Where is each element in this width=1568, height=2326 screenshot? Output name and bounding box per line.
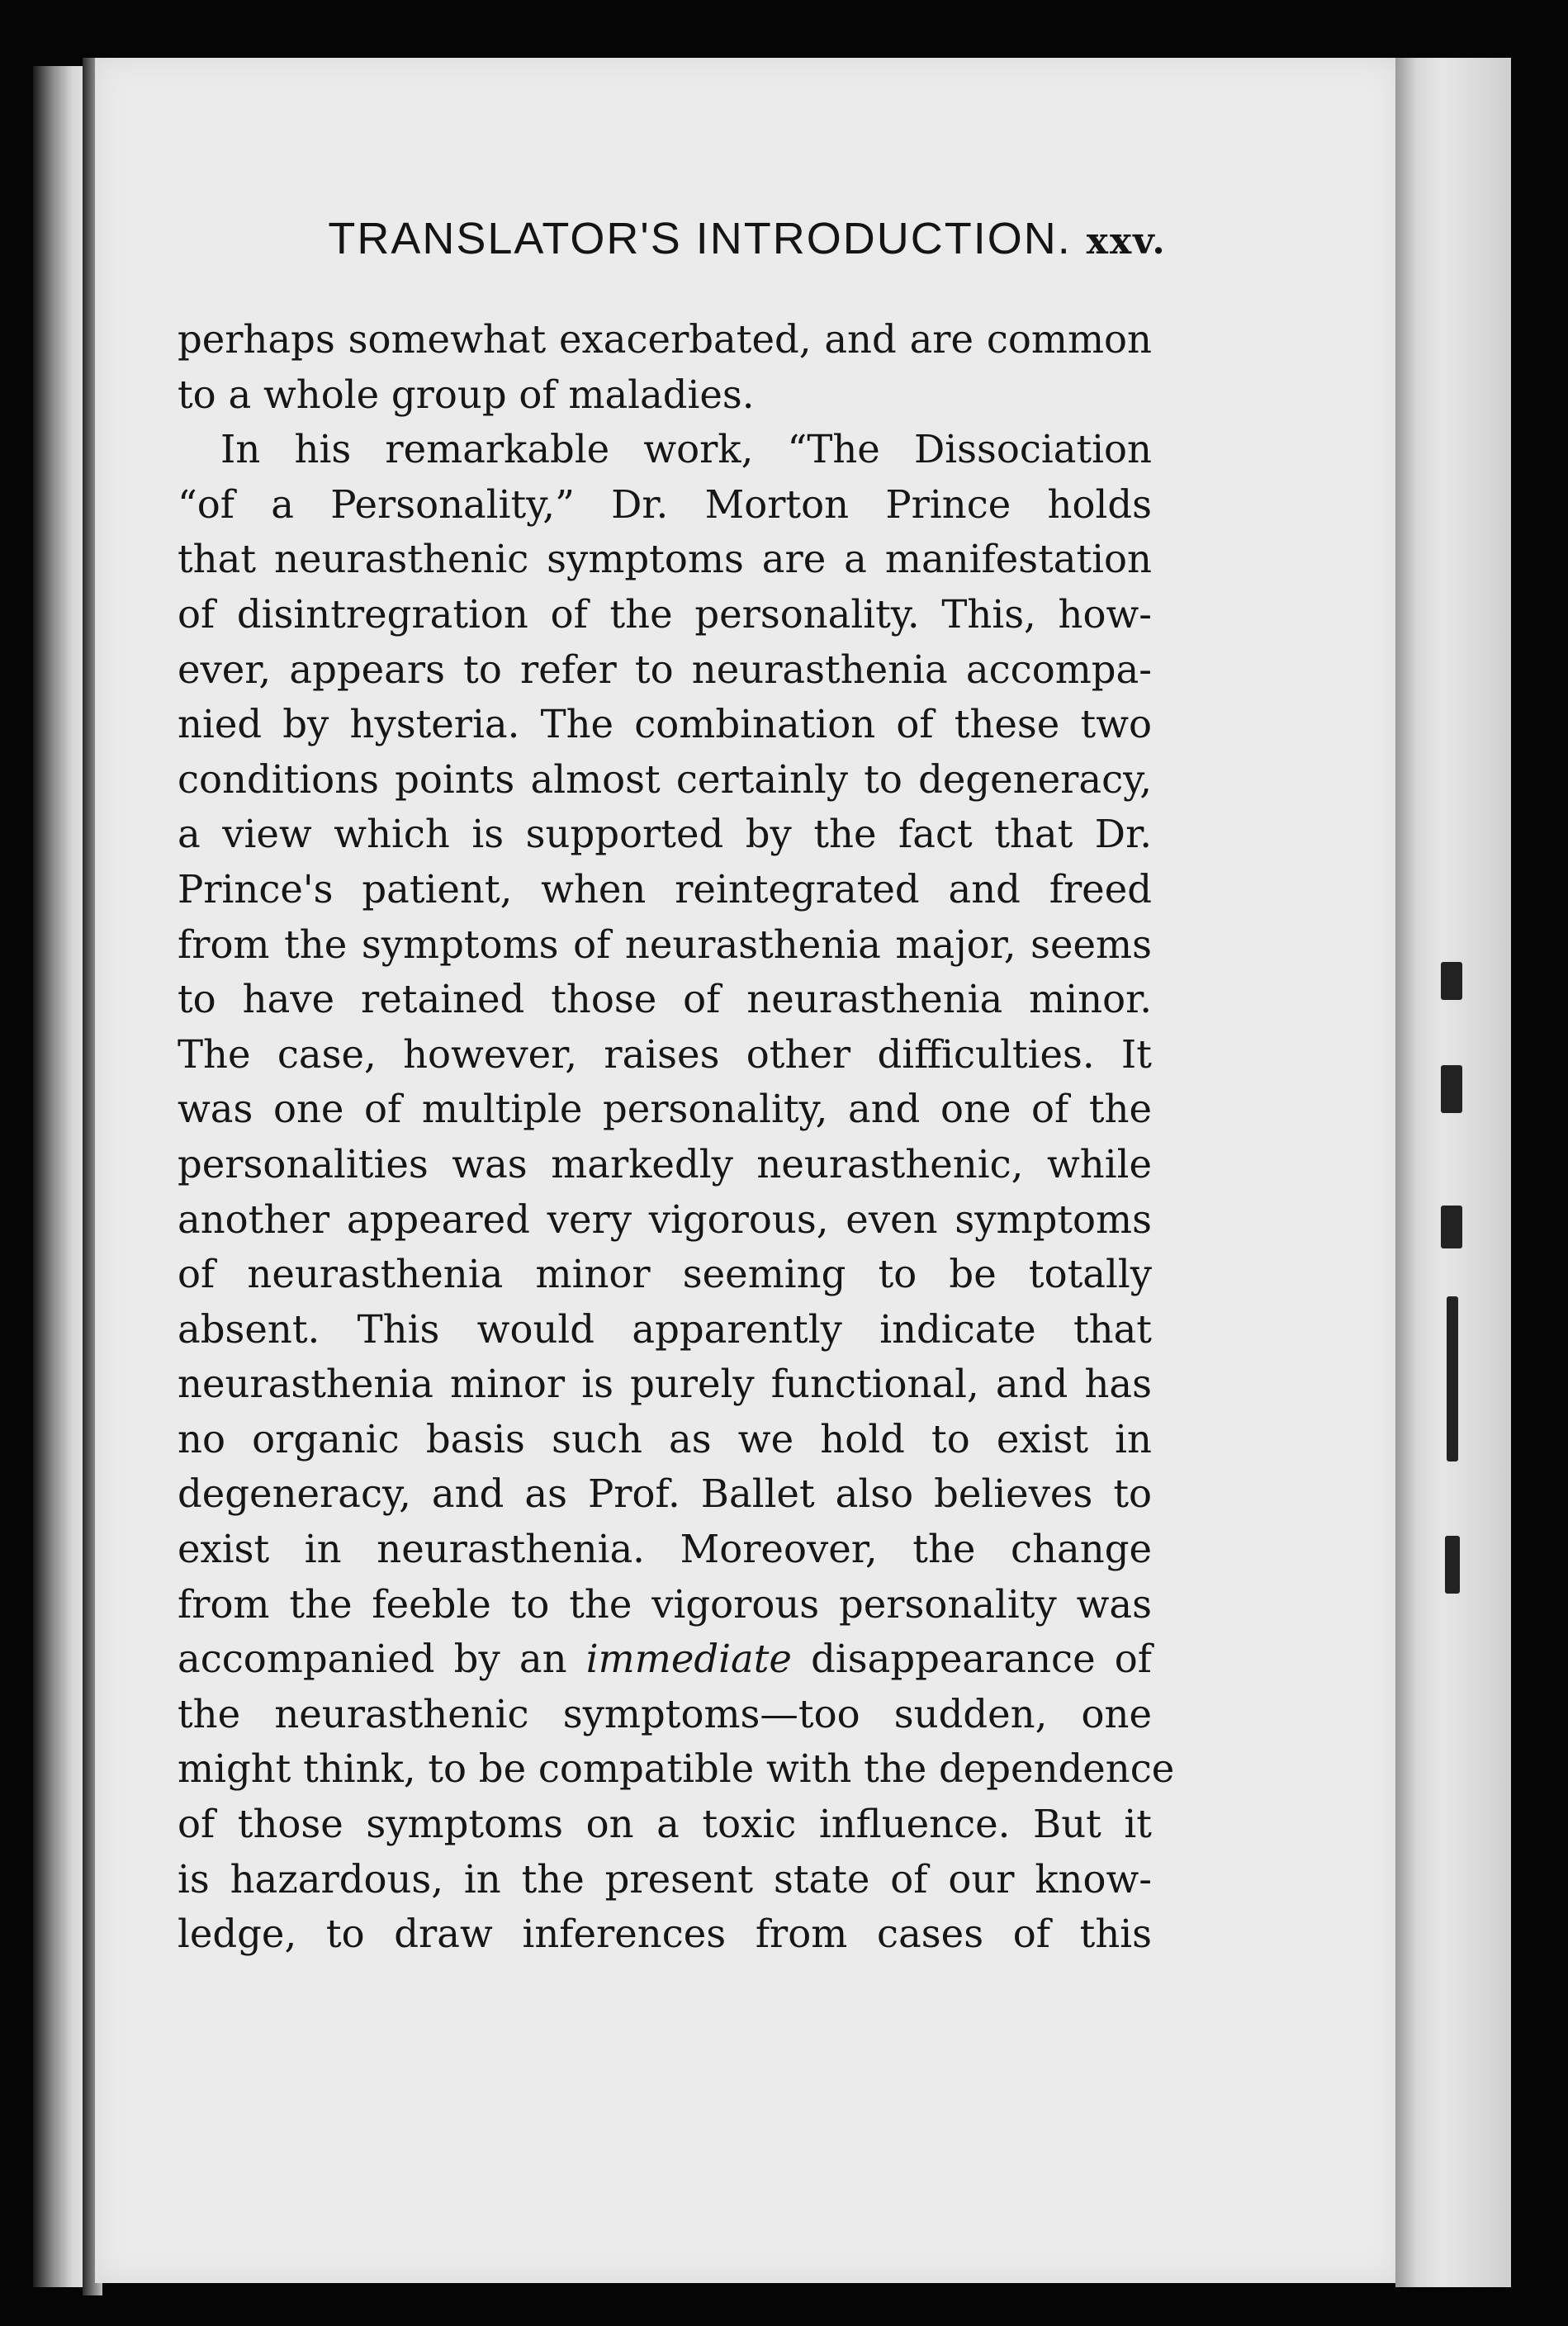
text-line: no organic basis such as we hold to exist in bbox=[178, 1416, 1152, 1461]
text-line: perhaps somewhat exacerbated, and are common bbox=[178, 317, 1152, 362]
text-line: was one of multiple personality, and one of the bbox=[178, 1087, 1152, 1132]
text-line: of neurasthenia minor seeming to be totally bbox=[178, 1252, 1152, 1297]
text-line: In his remarkable work, “The Dissociation bbox=[220, 427, 1152, 472]
text-line: ledge, to draw inferences from cases of this bbox=[178, 1911, 1152, 1957]
text-line: personalities was markedly neurasthenic, while bbox=[178, 1141, 1152, 1187]
text-fragment: accompanied by an bbox=[178, 1637, 567, 1682]
right-page-edges bbox=[1395, 58, 1511, 2287]
edge-stain-mark bbox=[1445, 1536, 1460, 1594]
italic-word: immediate bbox=[585, 1637, 792, 1682]
text-line: to have retained those of neurasthenia minor. bbox=[178, 977, 1152, 1022]
text-line: that neurasthenic symptoms are a manifestation bbox=[178, 537, 1152, 582]
text-line: nied by hysteria. The combination of these two bbox=[178, 702, 1152, 747]
text-line: The case, however, raises other difficulties. It bbox=[178, 1031, 1152, 1077]
text-line-with-italic bbox=[178, 1632, 1152, 1687]
text-line: absent. This would apparently indicate that bbox=[178, 1306, 1152, 1352]
text-line: of disintregration of the personality. This, how- bbox=[178, 591, 1152, 637]
text-line: ever, appears to refer to neurasthenia accompa- bbox=[178, 647, 1152, 692]
text-line: from the symptoms of neurasthenia major, seems bbox=[178, 921, 1152, 967]
text-line: exist in neurasthenia. Moreover, the change bbox=[178, 1527, 1152, 1572]
text-line: a view which is supported by the fact that Dr. bbox=[178, 812, 1152, 857]
text-line: degeneracy, and as Prof. Ballet also believes to bbox=[178, 1471, 1152, 1517]
page-number: xxv. bbox=[1086, 220, 1167, 263]
running-title: TRANSLATOR'S INTRODUCTION. bbox=[328, 214, 1072, 263]
body-text bbox=[178, 312, 1175, 1962]
edge-stain-mark bbox=[1441, 1065, 1462, 1113]
text-line: “of a Personality,” Dr. Morton Prince holds bbox=[178, 481, 1152, 527]
text-line: is hazardous, in the present state of our know- bbox=[178, 1856, 1152, 1902]
text-line: of those symptoms on a toxic influence. But it bbox=[178, 1802, 1152, 1847]
text-line: to a whole group of maladies. bbox=[178, 372, 755, 417]
text-line: another appeared very vigorous, even symptoms bbox=[178, 1196, 1152, 1242]
text-line: neurasthenia minor is purely functional, and has bbox=[178, 1362, 1152, 1407]
text-line: from the feeble to the vigorous personality was bbox=[178, 1581, 1152, 1627]
edge-stain-mark bbox=[1441, 1206, 1462, 1248]
text-line: Prince's patient, when reintegrated and freed bbox=[178, 866, 1152, 912]
edge-stain-mark bbox=[1441, 962, 1462, 1000]
text-line: the neurasthenic symptoms—too sudden, one bbox=[178, 1691, 1152, 1736]
running-head bbox=[95, 213, 1400, 264]
text-line: conditions points almost certainly to degeneracy, bbox=[178, 756, 1152, 802]
edge-stain-mark bbox=[1447, 1296, 1458, 1461]
text-fragment: disappearance of bbox=[811, 1637, 1153, 1682]
text-line: might think, to be compatible with the dependence bbox=[178, 1746, 1175, 1792]
